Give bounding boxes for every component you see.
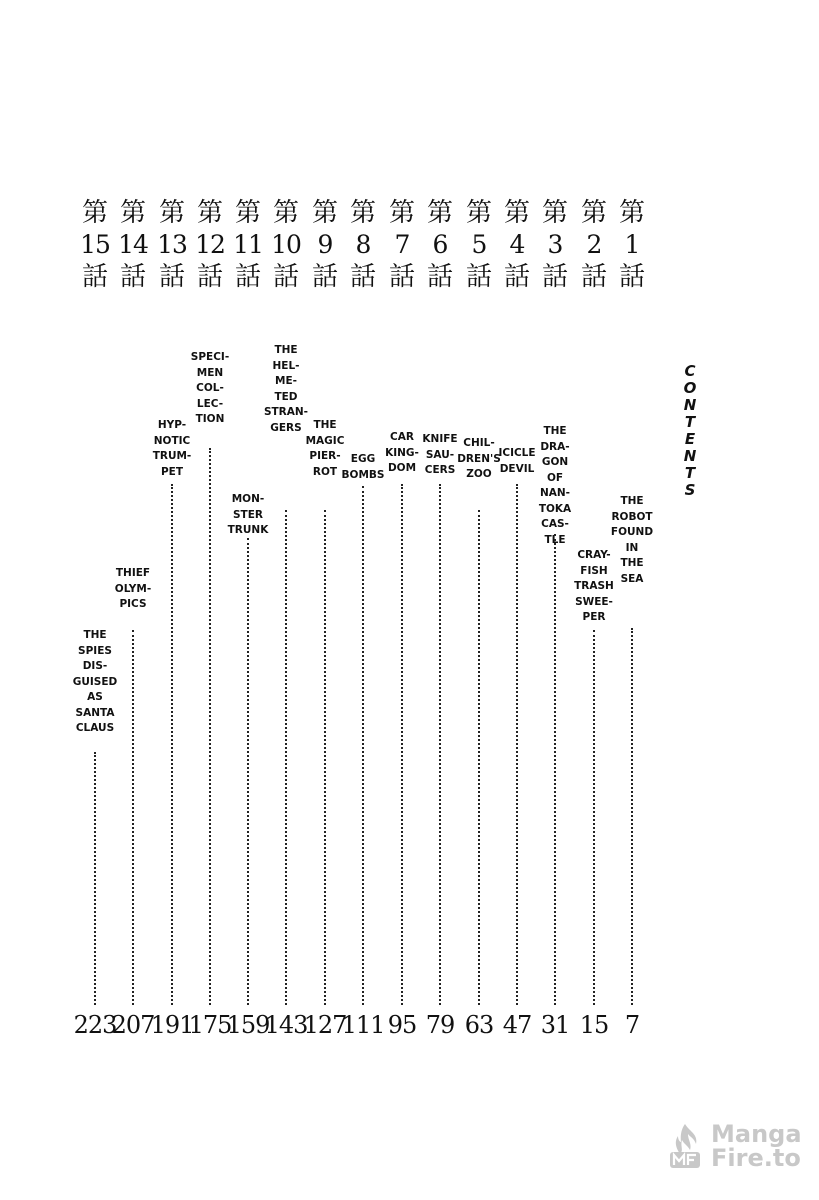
chapter-number: 7	[394, 230, 410, 259]
dotted-leader	[631, 628, 633, 1005]
dotted-leader	[362, 486, 364, 1005]
dotted-leader	[439, 484, 441, 1005]
chapter-number: 13	[157, 230, 187, 259]
page-number: 95	[387, 1011, 417, 1039]
chapter-number: 12	[195, 230, 225, 259]
dotted-leader	[324, 510, 326, 1005]
chapter-prefix-char: 第	[311, 198, 338, 228]
chapter-prefix-char: 第	[426, 198, 453, 228]
chapter-title: THE SPIES DIS- GUISED AS SANTA CLAUS	[72, 629, 118, 734]
chapter-title: HYP- NOTIC TRUM- PET	[152, 419, 192, 478]
chapter-number: 15	[80, 230, 110, 259]
dotted-leader	[132, 630, 134, 1005]
chapter-number: 1	[624, 230, 640, 259]
chapter-number: 9	[317, 230, 333, 259]
page-number: 79	[425, 1011, 455, 1039]
chapter-number: 4	[509, 230, 525, 259]
page-number: 175	[188, 1011, 232, 1039]
chapter-suffix-char: 話	[81, 262, 108, 292]
chapter-number: 11	[233, 230, 263, 259]
page-number: 15	[579, 1011, 609, 1039]
chapter-number: 3	[547, 230, 563, 259]
chapter-prefix-char: 第	[272, 198, 299, 228]
chapter-prefix-char: 第	[503, 198, 530, 228]
dotted-leader	[209, 448, 211, 1005]
chapter-prefix-char: 第	[465, 198, 492, 228]
page-number: 111	[341, 1011, 385, 1039]
chapter-title: THE ROBOT FOUND IN THE SEA	[610, 495, 654, 585]
page-number: 207	[111, 1011, 155, 1039]
chapter-suffix-char: 話	[272, 262, 299, 292]
chapter-suffix-char: 話	[311, 262, 338, 292]
chapter-number: 6	[432, 230, 448, 259]
chapter-prefix-char: 第	[196, 198, 223, 228]
watermark	[666, 1122, 806, 1172]
chapter-prefix-char: 第	[119, 198, 146, 228]
chapter-number: 14	[118, 230, 148, 259]
chapter-prefix-char: 第	[81, 198, 108, 228]
chapter-title: CAR KING- DOM	[385, 431, 419, 474]
chapter-title: EGG BOMBS	[341, 453, 385, 481]
chapter-title: ICICLE DEVIL	[498, 447, 536, 475]
page-number: 159	[226, 1011, 270, 1039]
chapter-title: CRAY- FISH TRASH SWEE- PER	[574, 549, 614, 623]
dotted-leader	[285, 510, 287, 1005]
contents-header: CONTENTS	[683, 362, 697, 499]
mangafire-logo-icon	[666, 1122, 704, 1170]
page-number: 223	[73, 1011, 117, 1039]
chapter-number: 8	[355, 230, 371, 259]
dotted-leader	[516, 484, 518, 1005]
page-number: 7	[624, 1011, 640, 1039]
chapter-suffix-char: 話	[349, 262, 376, 292]
chapter-prefix-char: 第	[580, 198, 607, 228]
chapter-suffix-char: 話	[196, 262, 223, 292]
chapter-title: KNIFE SAU- CERS	[422, 433, 458, 476]
chapter-suffix-char: 話	[158, 262, 185, 292]
chapter-number: 2	[586, 230, 602, 259]
chapter-title: THIEF OLYM- PICS	[114, 567, 152, 610]
dotted-leader	[593, 630, 595, 1005]
chapter-suffix-char: 話	[503, 262, 530, 292]
watermark-text-line2: Fire.to	[711, 1144, 801, 1172]
dotted-leader	[94, 752, 96, 1005]
dotted-leader	[401, 484, 403, 1005]
dotted-leader	[171, 484, 173, 1005]
dotted-leader	[247, 538, 249, 1005]
chapter-prefix-char: 第	[618, 198, 645, 228]
chapter-column	[612, 0, 652, 1200]
chapter-prefix-char: 第	[541, 198, 568, 228]
chapter-suffix-char: 話	[234, 262, 261, 292]
chapter-prefix-char: 第	[158, 198, 185, 228]
chapter-title: THE MAGIC PIER- ROT	[305, 419, 345, 478]
chapter-prefix-char: 第	[349, 198, 376, 228]
chapter-suffix-char: 話	[618, 262, 645, 292]
dotted-leader	[478, 510, 480, 1005]
page-number: 127	[303, 1011, 347, 1039]
chapter-number: 10	[271, 230, 301, 259]
chapter-suffix-char: 話	[388, 262, 415, 292]
chapter-suffix-char: 話	[541, 262, 568, 292]
chapter-title: CHIL- DREN'S ZOO	[457, 437, 501, 480]
page-number: 31	[540, 1011, 570, 1039]
chapter-suffix-char: 話	[426, 262, 453, 292]
chapter-title: THE HEL- ME- TED STRAN- GERS	[263, 344, 309, 434]
watermark-text-line1: Manga	[711, 1120, 802, 1148]
chapter-title: THE DRA- GON OF NAN- TOKA CAS- TLE	[538, 425, 572, 546]
chapter-suffix-char: 話	[465, 262, 492, 292]
page-number: 63	[464, 1011, 494, 1039]
chapter-suffix-char: 話	[119, 262, 146, 292]
chapter-prefix-char: 第	[234, 198, 261, 228]
chapter-prefix-char: 第	[388, 198, 415, 228]
chapter-number: 5	[471, 230, 487, 259]
chapter-suffix-char: 話	[580, 262, 607, 292]
chapter-title: SPECI- MEN COL- LEC- TION	[190, 351, 230, 425]
page-number: 47	[502, 1011, 532, 1039]
page-number: 191	[150, 1011, 194, 1039]
dotted-leader	[554, 534, 556, 1005]
page-number: 143	[264, 1011, 308, 1039]
chapter-title: MON- STER TRUNK	[227, 493, 269, 536]
